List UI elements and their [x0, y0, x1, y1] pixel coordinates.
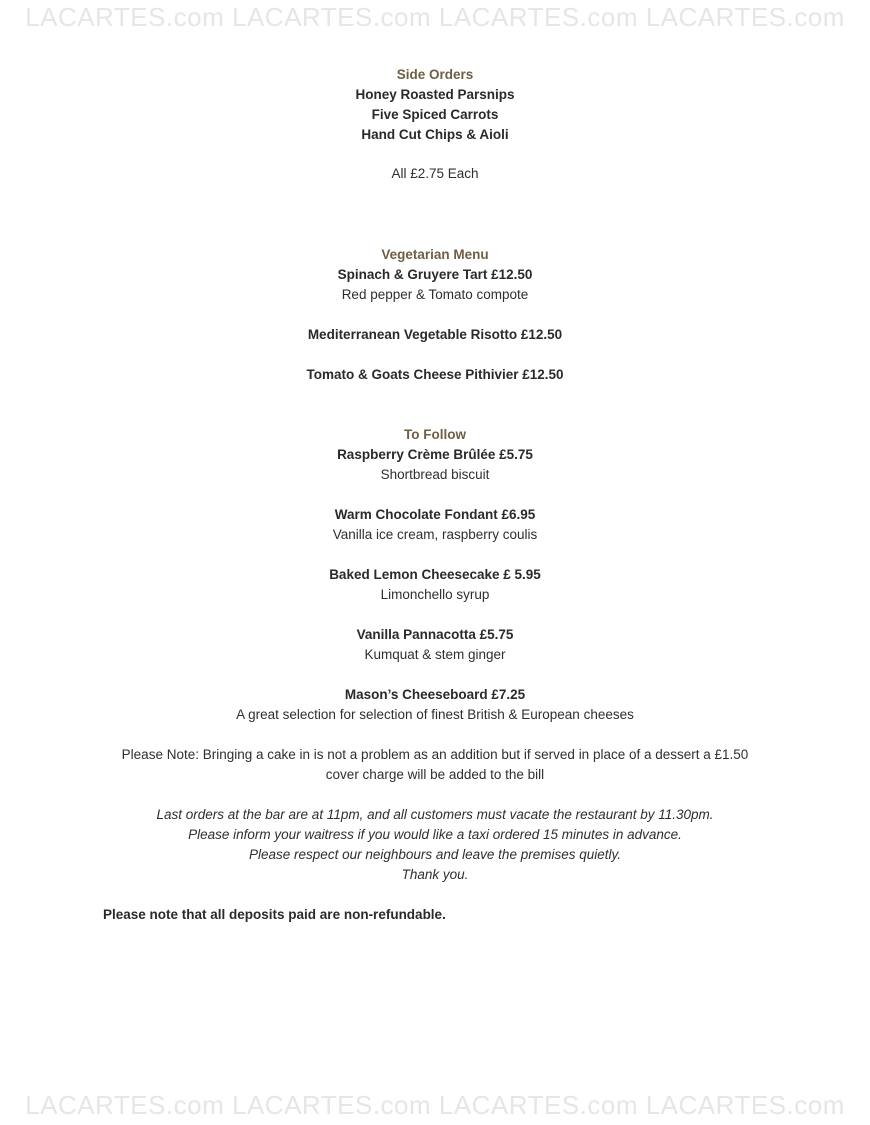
closing-note-line: Please respect our neighbours and leave the premises quietly. — [249, 847, 621, 862]
menu-item-description: Kumquat & stem ginger — [364, 647, 506, 662]
watermark-bottom: LACARTES.com LACARTES.com LACARTES.com LACARTES.com — [25, 1090, 845, 1120]
closing-note-line: Please inform your waitress if you would like a taxi ordered 15 minutes in advance. — [188, 827, 682, 842]
side-orders-heading: Side Orders — [396, 67, 474, 82]
side-order-item: Hand Cut Chips & Aioli — [361, 127, 509, 142]
cake-note-line: Please Note: Bringing a cake in is not a problem as an addition but if served in place of a dessert a £1.50 — [121, 747, 749, 762]
menu-item-name: Raspberry Crème Brûlée £5.75 — [337, 447, 533, 462]
menu-item-name: Baked Lemon Cheesecake £ 5.95 — [329, 567, 541, 582]
side-orders-price-note: All £2.75 Each — [391, 166, 479, 181]
side-order-item: Honey Roasted Parsnips — [355, 87, 515, 102]
menu-item-name: Mediterranean Vegetable Risotto £12.50 — [307, 327, 563, 342]
menu-item-description: A great selection for selection of finest British & European cheeses — [236, 707, 634, 722]
closing-note-line: Last orders at the bar are at 11pm, and all customers must vacate the restaurant by 11.30pm. — [156, 807, 714, 822]
watermark-top: LACARTES.com LACARTES.com LACARTES.com LACARTES.com — [25, 2, 845, 32]
menu-item-description: Limonchello syrup — [380, 587, 490, 602]
closing-note-line: Thank you. — [401, 867, 469, 882]
side-order-item: Five Spiced Carrots — [371, 107, 499, 122]
menu-item-name: Warm Chocolate Fondant £6.95 — [334, 507, 536, 522]
menu-item-name: Tomato & Goats Cheese Pithivier £12.50 — [306, 367, 564, 382]
menu-item-name: Spinach & Gruyere Tart £12.50 — [337, 267, 533, 282]
vegetarian-heading: Vegetarian Menu — [381, 247, 489, 262]
menu-item-description: Vanilla ice cream, raspberry coulis — [332, 527, 538, 542]
deposit-note: Please note that all deposits paid are non-refundable. — [103, 907, 446, 922]
menu-item-description: Shortbread biscuit — [380, 467, 490, 482]
menu-item-name: Mason’s Cheeseboard £7.25 — [344, 687, 526, 702]
cake-note-line: cover charge will be added to the bill — [325, 767, 545, 782]
to-follow-heading: To Follow — [404, 427, 466, 442]
menu-item-name: Vanilla Pannacotta £5.75 — [356, 627, 514, 642]
menu-item-description: Red pepper & Tomato compote — [341, 287, 529, 302]
